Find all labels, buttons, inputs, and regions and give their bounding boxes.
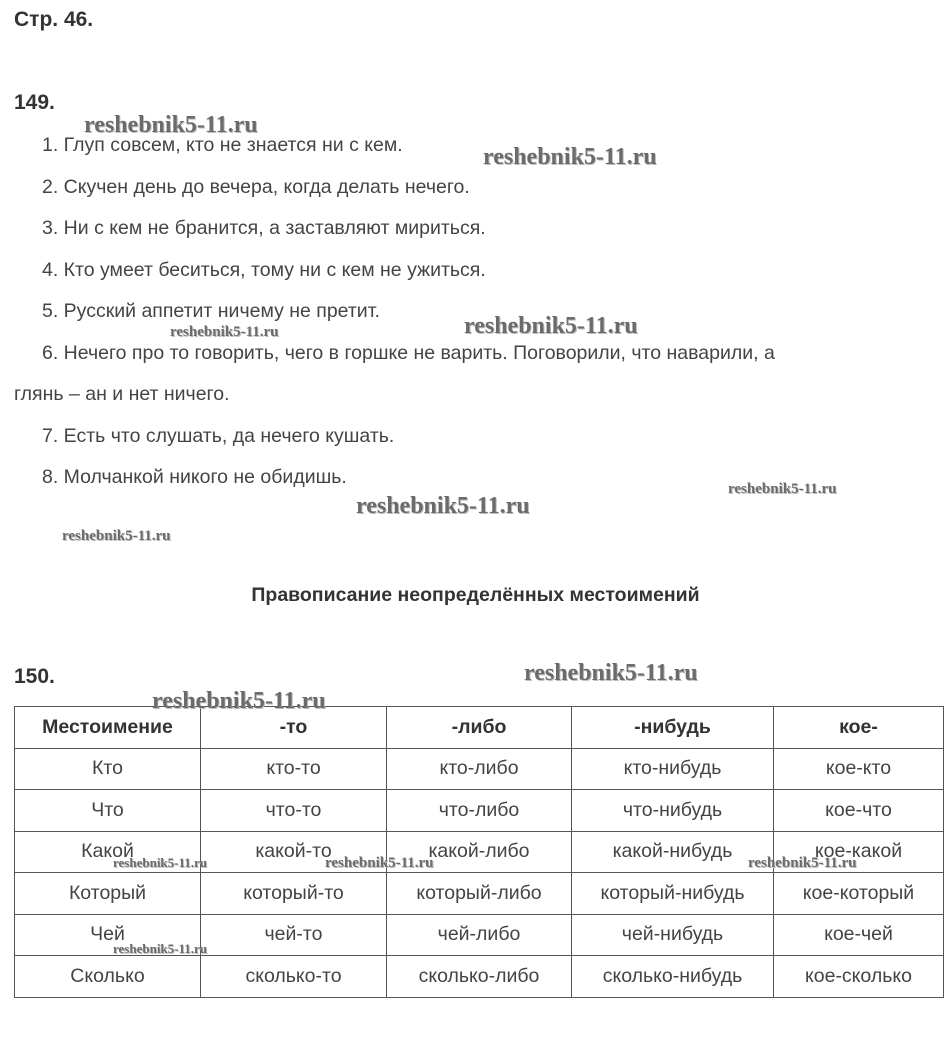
header-libo: -либо — [387, 707, 572, 749]
table-cell: кто-либо — [387, 748, 572, 790]
header-koe: кое- — [774, 707, 944, 749]
watermark: reshebnik5-11.ru — [748, 855, 857, 871]
header-nibud: -нибудь — [572, 707, 774, 749]
table-cell: кое-который — [774, 873, 944, 915]
table-cell: кое-сколько — [774, 956, 944, 998]
table-cell: Кто — [15, 748, 201, 790]
table-cell: кое-какой — [774, 831, 944, 873]
table-cell: какой-то — [201, 831, 387, 873]
watermark: reshebnik5-11.ru — [152, 688, 326, 714]
section-title: Правописание неопределённых местоимений — [251, 584, 700, 606]
table-cell: что-то — [201, 790, 387, 832]
sentence-3: 3. Ни с кем не бранится, а заставляют мириться. — [42, 217, 486, 239]
table-row — [15, 831, 944, 873]
table-cell: кое-чей — [774, 914, 944, 956]
table-cell: какой-нибудь — [572, 831, 774, 873]
watermark: reshebnik5-11.ru — [84, 112, 258, 138]
sentence-6: 6. Нечего про то говорить, чего в горшке не варить. Поговорили, что наварили, а — [42, 341, 775, 364]
watermark: reshebnik5-11.ru — [483, 144, 657, 170]
table-cell: который-то — [201, 873, 387, 915]
watermark: reshebnik5-11.ru — [356, 493, 530, 519]
page-label: Стр. 46. — [14, 8, 94, 31]
table-cell: чей-либо — [387, 914, 572, 956]
task-150-number: 150. — [14, 665, 55, 688]
table-cell: сколько-либо — [387, 956, 572, 998]
sentence-4: 4. Кто умеет беситься, тому ни с кем не ужиться. — [42, 258, 486, 281]
header-pronoun: Местоимение — [15, 707, 201, 749]
table-row — [15, 748, 944, 790]
table-header-row — [15, 707, 944, 749]
task-149-sentences — [14, 130, 944, 504]
task-149-number: 149. — [14, 91, 55, 114]
table-cell: чей-то — [201, 914, 387, 956]
table-cell: сколько-то — [201, 956, 387, 998]
sentence-7: 7. Есть что слушать, да нечего кушать. — [42, 424, 395, 447]
table-cell: Какой — [15, 831, 201, 873]
watermark: reshebnik5-11.ru — [113, 941, 208, 956]
watermark: reshebnik5-11.ru — [524, 660, 698, 686]
table-row — [15, 873, 944, 915]
table-cell: Что — [15, 790, 201, 832]
table-cell: который-либо — [387, 873, 572, 915]
header-to: -то — [201, 707, 387, 749]
table-cell: кто-то — [201, 748, 387, 790]
table-cell: Чей — [15, 914, 201, 956]
table-cell: какой-либо — [387, 831, 572, 873]
table-row — [15, 914, 944, 956]
watermark: reshebnik5-11.ru — [113, 855, 208, 870]
table-cell: кое-что — [774, 790, 944, 832]
table-cell: Сколько — [15, 956, 201, 998]
table-cell: Который — [15, 873, 201, 915]
table-cell: что-либо — [387, 790, 572, 832]
watermark: reshebnik5-11.ru — [464, 313, 638, 339]
table-cell: чей-нибудь — [572, 914, 774, 956]
table-row — [15, 790, 944, 832]
table-cell: что-нибудь — [572, 790, 774, 832]
pronouns-table — [14, 706, 944, 998]
table-cell: кое-кто — [774, 748, 944, 790]
sentence-1: 1. Глуп совсем, кто не знается ни с кем. — [42, 134, 403, 156]
table-cell: который-нибудь — [572, 873, 774, 915]
sentence-8: 8. Молчанкой никого не обидишь. — [42, 466, 347, 488]
table-cell: кто-нибудь — [572, 748, 774, 790]
sentence-5: 5. Русский аппетит ничему не претит. — [42, 300, 380, 322]
watermark: reshebnik5-11.ru — [728, 481, 837, 497]
sentence-6-continued: глянь – ан и нет ничего. — [14, 383, 230, 405]
watermark: reshebnik5-11.ru — [62, 528, 171, 544]
watermark: reshebnik5-11.ru — [325, 855, 434, 871]
table-row — [15, 956, 944, 998]
watermark: reshebnik5-11.ru — [170, 324, 279, 340]
table-cell: сколько-нибудь — [572, 956, 774, 998]
sentence-2: 2. Скучен день до вечера, когда делать нечего. — [42, 175, 470, 198]
